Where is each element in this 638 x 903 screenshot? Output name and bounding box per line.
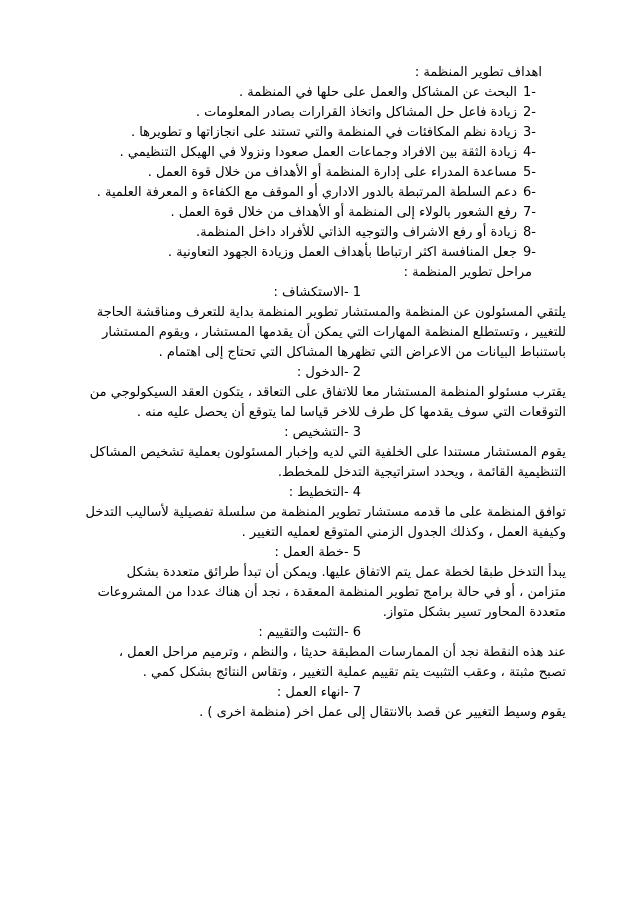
- goal-item: [86, 123, 536, 143]
- stages-list: [85, 283, 566, 723]
- goal-item: [86, 223, 536, 243]
- goal-number: -8: [523, 225, 536, 240]
- goal-item: [86, 83, 536, 103]
- stage-section: [86, 283, 566, 363]
- goal-item: [86, 203, 536, 223]
- stage-section: [86, 363, 566, 423]
- stage-number: 4: [352, 485, 361, 500]
- goal-number: -2: [523, 105, 536, 120]
- goal-number: -6: [523, 185, 536, 200]
- goal-item: [86, 163, 536, 183]
- stage-paragraph-line: وكيفية العمل ، وكذلك الجدول الزمني المتوقع لعمليه التغيير .: [241, 525, 566, 540]
- goal-number: -5: [523, 165, 536, 180]
- stage-section: [85, 483, 566, 543]
- goal-item: [86, 243, 536, 263]
- stage-section: [86, 423, 566, 483]
- stages-heading: مراحل تطوير المنظمة :: [403, 265, 532, 280]
- goal-text: جعل المنافسة اكثر ارتباطا بأهداف العمل وزيادة الجهود التعاونية .: [167, 245, 518, 260]
- stage-title-text: -انهاء العمل :: [276, 685, 349, 700]
- stage-paragraph-line: يلتقي المسئولون عن المنظمة والمستشار تطوير المنظمة بداية للتعرف ومناقشة الحاجة: [96, 305, 566, 320]
- goal-text: زيادة أو رفع الاشراف والتوجيه الذاتي للأفراد داخل المنظمة.: [196, 225, 518, 240]
- goals-heading: اهداف تطوير المنظمة :: [414, 65, 542, 80]
- goal-text: البحث عن المشاكل والعمل على حلها في المنظمة .: [238, 85, 518, 100]
- stage-section: [86, 623, 566, 683]
- stage-paragraph-line: يقترب مسئولو المنظمة المستشار معا للاتفاق على التعاقد ، يتكون العقد السيكولوجي من: [89, 385, 566, 400]
- stage-title-text: -التشخيص :: [284, 425, 349, 440]
- stage-title: [86, 363, 361, 383]
- stage-title: [86, 623, 361, 643]
- goal-item: [86, 183, 536, 203]
- stage-title-text: -خطة العمل :: [274, 545, 349, 560]
- stage-title: [86, 683, 361, 703]
- stage-paragraph-line: يبدأ التدخل طبقا لخطة عمل يتم الاتفاق عليها. ويمكن أن تبدأ طرائق متعددة بشكل: [126, 565, 566, 580]
- stage-title-text: -الاستكشاف :: [273, 285, 349, 300]
- stage-paragraph-line: للتغيير ، وتستطلع المنظمة المهارات التي يمكن أن يقدمها المستشار ، ويقوم المستشار: [102, 325, 566, 340]
- goal-text: زيادة نظم المكافئات في المنظمة والتي تستند على انجازاتها و تطويرها .: [130, 125, 518, 140]
- goal-number: -3: [523, 125, 536, 140]
- stage-title: [86, 283, 361, 303]
- stage-paragraph-line: تصبح مثبتة ، وعقب التثبيت يتم تقييم عملية التغيير ، وتقاس النتائج بشكل كمي .: [142, 665, 566, 680]
- stage-title: [86, 483, 361, 503]
- goals-list: [86, 83, 546, 263]
- stage-title-text: -التثبت والتقييم :: [258, 625, 349, 640]
- stage-section: [86, 683, 566, 723]
- stage-paragraph-line: توافق المنظمة على ما قدمه مستشار تطوير المنظمة من سلسلة تفصيلية لأساليب التدخل: [85, 505, 566, 520]
- stage-number: 6: [352, 625, 361, 640]
- stage-paragraph-line: يقوم المستشار مستندا على الخلفية التي لديه وإخبار المسئولون بعملية تشخيص المشاكل: [89, 445, 566, 460]
- goal-text: رفع الشعور بالولاء إلى المنظمة أو الأهداف من خلال قوة العمل .: [170, 205, 518, 220]
- goal-text: مساعدة المدراء على إدارة المنظمة أو الأهداف من خلال قوة العمل .: [147, 165, 518, 180]
- stage-paragraph-line: متعددة المحاور تسير بشكل متواز.: [382, 605, 566, 620]
- goal-text: دعم السلطة المرتبطة بالدور الاداري أو الموقف مع الكفاءة و المعرفة العلمية .: [96, 185, 518, 200]
- stage-number: 5: [352, 545, 361, 560]
- goal-number: -7: [523, 205, 536, 220]
- goal-item: [86, 143, 536, 163]
- stage-paragraph-line: متزامن ، أو في حالة برامج تطوير المنظمة المعقدة ، نجد أن هناك عددا من المشروعات: [97, 585, 566, 600]
- goal-text: زيادة الثقة بين الافراد وجماعات العمل صعودا ونزولا في الهيكل التنظيمي .: [119, 145, 518, 160]
- goal-number: -4: [523, 145, 536, 160]
- stage-paragraph-line: التوقعات التي سوف يقدمها كل طرف للاخر قياسا لما يتوقع أن يحصل عليه منه .: [136, 405, 566, 420]
- stage-number: 3: [352, 425, 361, 440]
- goal-number: -9: [523, 245, 536, 260]
- stage-number: 2: [352, 365, 361, 380]
- stage-number: 7: [352, 685, 361, 700]
- stage-paragraph-line: باستنباط البيانات من الاعراض التي تظهرها المشاكل التي تحتاج إلى اهتمام .: [158, 345, 566, 360]
- stage-number: 1: [352, 285, 361, 300]
- stage-title: [86, 423, 361, 443]
- stage-title: [86, 543, 361, 563]
- stage-section: [86, 543, 566, 623]
- stage-title-text: -التخطيط :: [288, 485, 349, 500]
- goal-item: [86, 103, 536, 123]
- stage-paragraph-line: التنظيمية القائمة ، ويحدد استراتيجية التدخل للمخطط.: [277, 465, 566, 480]
- goal-number: -1: [523, 85, 536, 100]
- stage-paragraph-line: يقوم وسيط التغيير عن قصد بالانتقال إلى عمل اخر (منظمة اخرى ) .: [199, 705, 566, 720]
- stage-title-text: -الدخول :: [296, 365, 349, 380]
- goal-text: زيادة فاعل حل المشاكل واتخاذ القرارات بصادر المعلومات .: [195, 105, 518, 120]
- stage-paragraph-line: عند هذه النقطة نجد أن الممارسات المطبقة حديثا ، والنظم ، وترميم مراحل العمل ،: [118, 645, 566, 660]
